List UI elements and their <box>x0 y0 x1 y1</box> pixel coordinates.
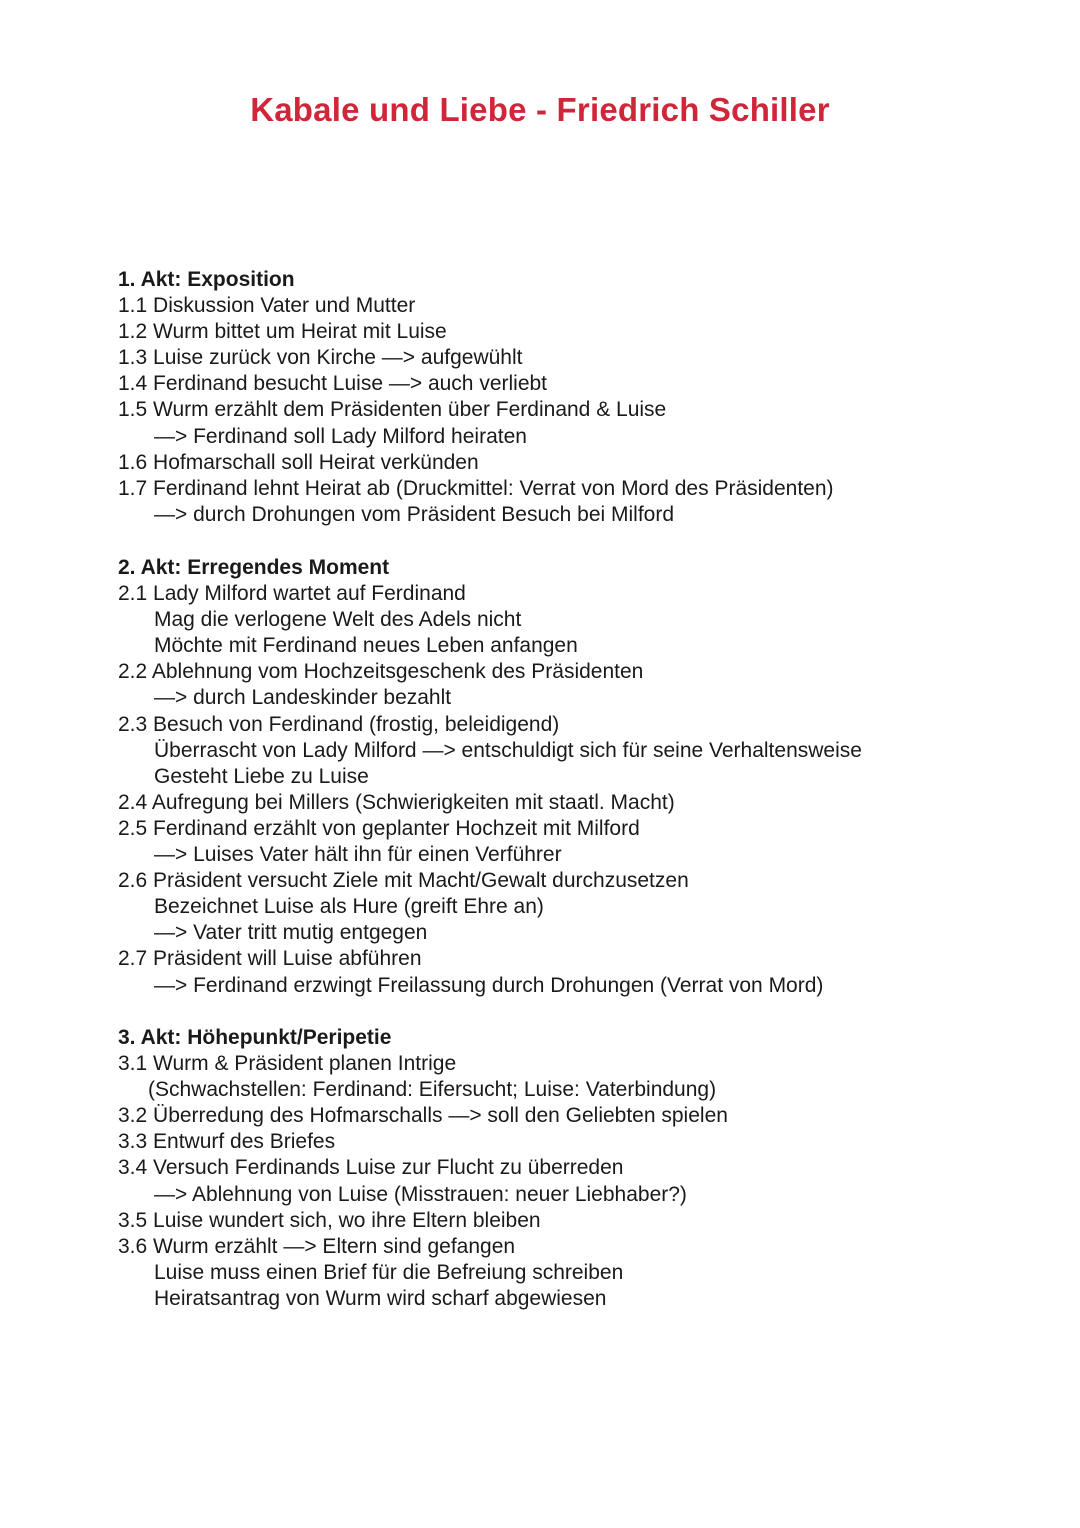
act-heading: 3. Akt: Höhepunkt/Peripetie <box>118 1026 392 1049</box>
scene-line: 1.6 Hofmarschall soll Heirat verkünden <box>118 450 479 474</box>
scene-detail-line: Möchte mit Ferdinand neues Leben anfangen <box>154 634 578 658</box>
scene-detail-line: Mag die verlogene Welt des Adels nicht <box>154 608 522 632</box>
scene-line: 2.1 Lady Milford wartet auf Ferdinand <box>118 582 466 606</box>
scene-line: 3.1 Wurm & Präsident planen Intrige <box>118 1052 457 1076</box>
scene-line: 3.5 Luise wundert sich, wo ihre Eltern bleiben <box>118 1208 541 1232</box>
act-1-section <box>118 267 1018 528</box>
scene-detail-line: —> Vater tritt mutig entgegen <box>154 921 428 945</box>
scene-detail-line: —> durch Landeskinder bezahlt <box>154 686 452 710</box>
scene-line: 1.7 Ferdinand lehnt Heirat ab (Druckmittel: Verrat von Mord des Präsidenten) <box>118 476 834 500</box>
scene-line: 2.6 Präsident versucht Ziele mit Macht/Gewalt durchzusetzen <box>118 869 689 893</box>
scene-detail-line: Gesteht Liebe zu Luise <box>154 764 369 788</box>
scene-detail-line: —> Ablehnung von Luise (Misstrauen: neuer Liebhaber?) <box>154 1182 687 1206</box>
scene-line: 2.5 Ferdinand erzählt von geplanter Hochzeit mit Milford <box>118 816 640 840</box>
scene-detail-line: Heiratsantrag von Wurm wird scharf abgewiesen <box>154 1286 607 1310</box>
scene-line: 2.2 Ablehnung vom Hochzeitsgeschenk des Präsidenten <box>118 660 644 684</box>
scene-line: 1.4 Ferdinand besucht Luise —> auch verliebt <box>118 372 548 396</box>
act-heading: 2. Akt: Erregendes Moment <box>118 556 390 579</box>
scene-detail-line: (Schwachstellen: Ferdinand: Eifersucht; Luise: Vaterbindung) <box>148 1078 717 1102</box>
scene-line: 2.4 Aufregung bei Millers (Schwierigkeiten mit staatl. Macht) <box>118 790 675 814</box>
act-3-section <box>118 1025 1018 1312</box>
scene-line: 1.2 Wurm bittet um Heirat mit Luise <box>118 320 447 344</box>
scene-line: 2.7 Präsident will Luise abführen <box>118 947 422 971</box>
scene-detail-line: —> Luises Vater hält ihn für einen Verführer <box>154 843 562 867</box>
scene-line: 2.3 Besuch von Ferdinand (frostig, beleidigend) <box>118 712 560 736</box>
scene-detail-line: —> Ferdinand soll Lady Milford heiraten <box>154 424 527 448</box>
act-2-section <box>118 555 1018 999</box>
scene-line: 1.1 Diskussion Vater und Mutter <box>118 294 416 318</box>
scene-line: 1.3 Luise zurück von Kirche —> aufgewühlt <box>118 346 523 370</box>
scene-detail-line: Überrascht von Lady Milford —> entschuldigt sich für seine Verhaltensweise <box>154 738 862 762</box>
scene-detail-line: Luise muss einen Brief für die Befreiung schreiben <box>154 1260 624 1284</box>
scene-line: 3.6 Wurm erzählt —> Eltern sind gefangen <box>118 1234 516 1258</box>
scene-line: 3.2 Überredung des Hofmarschalls —> soll den Geliebten spielen <box>118 1104 728 1128</box>
scene-line: 3.3 Entwurf des Briefes <box>118 1130 336 1154</box>
scene-detail-line: Bezeichnet Luise als Hure (greift Ehre an) <box>154 895 544 919</box>
scene-detail-line: —> Ferdinand erzwingt Freilassung durch Drohungen (Verrat von Mord) <box>154 973 824 997</box>
scene-line: 1.5 Wurm erzählt dem Präsidenten über Ferdinand & Luise <box>118 398 667 422</box>
scene-line: 3.4 Versuch Ferdinands Luise zur Flucht zu überreden <box>118 1156 624 1180</box>
act-heading: 1. Akt: Exposition <box>118 268 295 291</box>
document-title: Kabale und Liebe - Friedrich Schiller <box>250 91 830 128</box>
scene-detail-line: —> durch Drohungen vom Präsident Besuch bei Milford <box>154 502 675 526</box>
